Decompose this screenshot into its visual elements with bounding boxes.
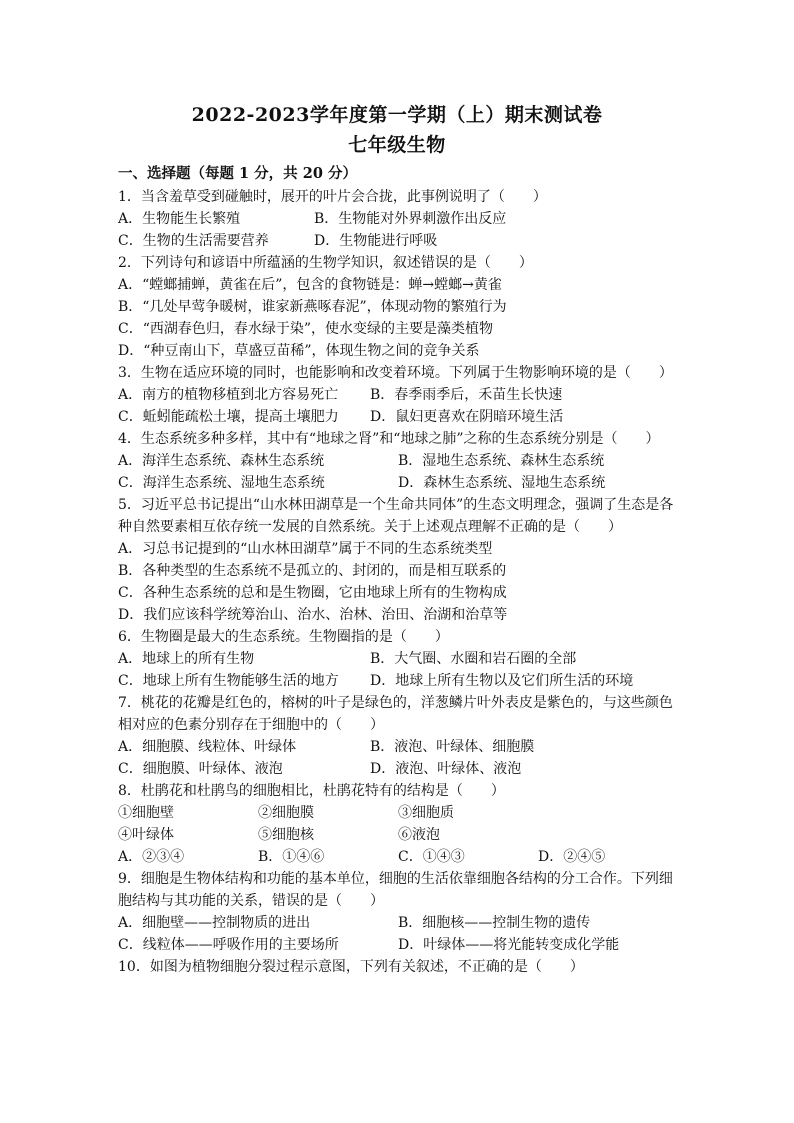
structure-item: ③细胞质: [398, 805, 454, 821]
option-a: A．地球上的所有生物: [118, 651, 255, 667]
option-a: A．习总书记提到的“山水林田湖草”属于不同的生态系统类型: [118, 541, 493, 557]
structure-item: ⑥液泡: [398, 827, 440, 843]
option-c: C．线粒体——呼吸作用的主要场所: [118, 937, 339, 953]
option-d: D．地球上所有生物以及它们所生活的环境: [370, 673, 634, 689]
option-b: B．①④⑥: [258, 849, 325, 865]
question-stem: 10．如图为植物细胞分裂过程示意图，下列有关叙述，不正确的是（ ）: [118, 959, 584, 975]
option-d: D．我们应该科学统筹治山、治水、治林、治田、治湖和治草等: [118, 607, 508, 623]
section-heading: 一、选择题（每题 1 分，共 20 分）: [118, 165, 357, 182]
structure-item: ①细胞壁: [118, 805, 174, 821]
option-d: D．森林生态系统、湿地生态系统: [398, 475, 606, 491]
option-a: A．细胞膜、线粒体、叶绿体: [118, 739, 297, 755]
option-c: C．生物的生活需要营养: [118, 233, 269, 249]
option-c: C．细胞膜、叶绿体、液泡: [118, 761, 283, 777]
option-a: A．海洋生态系统、森林生态系统: [118, 453, 325, 469]
option-d: D．鼠妇更喜欢在阴暗环境生活: [370, 409, 564, 425]
option-a: A．生物能生长繁殖: [118, 211, 241, 227]
exam-title: 2022-2023学年度第一学期（上）期末测试卷: [191, 104, 603, 126]
question-stem-continued: 相对应的色素分别存在于细胞中的（ ）: [118, 717, 384, 733]
option-d: D．液泡、叶绿体、液泡: [370, 761, 522, 777]
option-c: C．①④③: [398, 849, 465, 865]
option-b: B．各种类型的生态系统不是孤立的、封闭的，而是相互联系的: [118, 563, 507, 579]
question-stem: 1．当含羞草受到碰触时，展开的叶片会合拢，此事例说明了（ ）: [118, 189, 547, 205]
question-stem: 7．桃花的花瓣是红色的，榕树的叶子是绿色的，洋葱鳞片叶外表皮是紫色的，与这些颜色: [118, 695, 673, 711]
question-stem: 8．杜鹃花和杜鹃鸟的细胞相比，杜鹃花特有的结构是（ ）: [118, 783, 505, 799]
option-a: A．南方的植物移植到北方容易死亡: [118, 387, 339, 403]
question-stem: 4．生态系统多种多样，其中有“地球之肾”和“地球之肺”之称的生态系统分别是（ ）: [118, 431, 660, 447]
option-c: C．地球上所有生物能够生活的地方: [118, 673, 339, 689]
option-a: A．“螳螂捕蝉，黄雀在后”，包含的食物链是：蝉→螳螂→黄雀: [118, 277, 502, 293]
question-stem: 6．生物圈是最大的生态系统。生物圈指的是（ ）: [118, 629, 449, 645]
option-c: C．各种生态系统的总和是生物圈，它由地球上所有的生物构成: [118, 585, 507, 601]
option-b: B．液泡、叶绿体、细胞膜: [370, 739, 535, 755]
question-stem: 3．生物在适应环境的同时，也能影响和改变着环境。下列属于生物影响环境的是（ ）: [118, 365, 673, 381]
question-stem: 2．下列诗句和谚语中所蕴涵的生物学知识，叙述错误的是（ ）: [118, 255, 533, 271]
option-b: B．“几处早莺争暖树，谁家新燕啄春泥”，体现动物的繁殖行为: [118, 299, 507, 315]
option-a: A．②③④: [118, 849, 185, 865]
option-a: A．细胞壁——控制物质的进出: [118, 915, 311, 931]
option-b: B．生物能对外界刺激作出反应: [314, 211, 507, 227]
option-b: B．大气圈、水圈和岩石圈的全部: [370, 651, 577, 667]
structure-item: ④叶绿体: [118, 827, 174, 843]
option-d: D．生物能进行呼吸: [314, 233, 438, 249]
option-d: D．“种豆南山下，草盛豆苗稀”，体现生物之间的竞争关系: [118, 343, 480, 359]
exam-subtitle: 七年级生物: [348, 134, 446, 156]
question-stem-continued: 胞结构与其功能的关系，错误的是（ ）: [118, 893, 384, 909]
option-d: D．叶绿体——将光能转变成化学能: [398, 937, 620, 953]
structure-item: ⑤细胞核: [258, 827, 314, 843]
question-stem: 9．细胞是生物体结构和功能的基本单位，细胞的生活依靠细胞各结构的分工合作。下列细: [118, 871, 673, 887]
option-d: D．②④⑤: [538, 849, 606, 865]
structure-item: ②细胞膜: [258, 805, 314, 821]
option-b: B．细胞核——控制生物的遗传: [398, 915, 591, 931]
option-b: B．湿地生态系统、森林生态系统: [398, 453, 605, 469]
option-b: B．春季雨季后，禾苗生长快速: [370, 387, 563, 403]
option-c: C．海洋生态系统、湿地生态系统: [118, 475, 325, 491]
option-c: C．“西湖春色归，春水绿于染”，使水变绿的主要是藻类植物: [118, 321, 494, 337]
question-stem-continued: 种自然要素相互依存统一发展的自然系统。关于上述观点理解不正确的是（ ）: [118, 519, 622, 535]
option-c: C．蚯蚓能疏松土壤，提高土壤肥力: [118, 409, 339, 425]
question-stem: 5．习近平总书记提出“山水林田湖草是一个生命共同体”的生态文明理念，强调了生态是各: [118, 497, 674, 513]
